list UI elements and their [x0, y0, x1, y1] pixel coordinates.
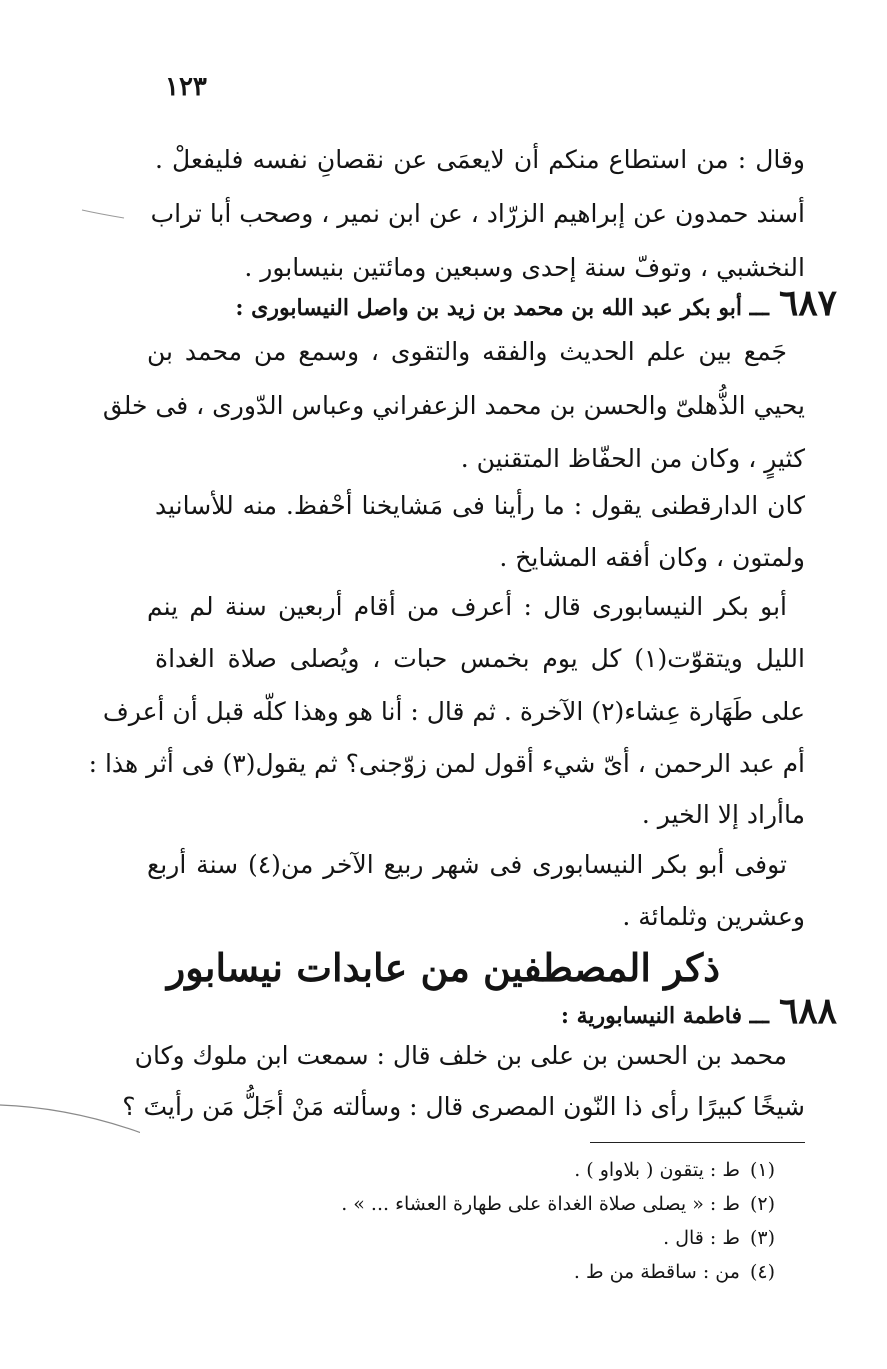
entry-heading-687	[147, 280, 837, 326]
text-line: أم عبد الرحمن ، أىّ شيء أقول لمن زوّجنى؟ ثم يقول(٣) فى أثر هذا :	[88, 749, 805, 778]
footnote-separator	[590, 1142, 805, 1143]
footnote	[155, 1255, 775, 1289]
entry-title: ـــ أبو بكر عبد الله بن محمد بن زيد بن واصل النيسابورى :	[235, 295, 769, 321]
scan-marks	[0, 200, 140, 1140]
text-line: ماأراد إلا الخير .	[641, 800, 805, 829]
footnote-number: (٣)	[749, 1227, 775, 1249]
entry-heading-688	[147, 988, 837, 1034]
text-line: وعشرين وثلمائة .	[622, 902, 805, 931]
text-line: الليل ويتقوّت(١) كل يوم بخمس حبات ، ويُصلى صلاة الغداة	[155, 644, 805, 673]
text-line: النخشبي ، وتوفّ سنة إحدى وسبعين ومائتين بنيسابور .	[244, 253, 805, 282]
entry-title: ـــ فاطمة النيسابورية :	[560, 1003, 769, 1029]
footnote-text: ط : « يصلى صلاة الغداة على طهارة العشاء ... » .	[341, 1193, 740, 1215]
entry-number: ٦٨٨	[778, 990, 837, 1032]
section-title: ذكر المصطفين من عابدات نيسابور	[166, 945, 721, 990]
text-line: كان الدارقطنى يقول : ما رأينا فى مَشايخنا أحْفظ. منه للأسانيد	[155, 491, 805, 520]
text-line: توفى أبو بكر النيسابورى فى شهر ربيع الآخر من(٤) سنة أربع	[147, 850, 787, 879]
page-number: ١٢٣	[165, 72, 207, 102]
text-line: أبو بكر النيسابورى قال : أعرف من أقام أربعين سنة لم ينم	[147, 592, 787, 621]
footnote-text: ط : يتقون ( بلاواو ) .	[574, 1159, 740, 1181]
text-line: شيخًا كبيرًا رأى ذا النّون المصرى قال : وسألته مَنْ أجَلُّ مَن رأيتَ ؟	[122, 1092, 805, 1121]
text-line: أسند حمدون عن إبراهيم الزرّاد ، عن ابن نمير ، وصحب أبا تراب	[150, 199, 805, 228]
footnote-number: (٤)	[749, 1261, 775, 1283]
text-line: على طَهَارة عِشاء(٢) الآخرة . ثم قال : أنا هو وهذا كلّه قبل أن أعرف	[102, 697, 805, 726]
text-line: ولمتون ، وكان أفقه المشايخ .	[499, 543, 805, 572]
footnote	[155, 1221, 775, 1255]
text-line: وقال : من استطاع منكم أن لايعمَى عن نقصانِ نفسه فليفعلْ .	[155, 145, 805, 174]
text-line: كثيرٍ ، وكان من الحفّاظ المتقنين .	[460, 444, 805, 473]
footnote-text: من : ساقطة من ط .	[573, 1261, 740, 1283]
text-line: محمد بن الحسن بن على بن خلف قال : سمعت ابن ملوك وكان	[134, 1041, 787, 1070]
footnote-number: (١)	[749, 1159, 775, 1181]
footnote	[155, 1187, 775, 1221]
text-line: يحيي الذُّهلىّ والحسن بن محمد الزعفراني وعباس الدّورى ، فى خلق	[102, 391, 805, 420]
entry-number: ٦٨٧	[778, 282, 837, 324]
footnote	[155, 1153, 775, 1187]
footnote-number: (٢)	[749, 1193, 775, 1215]
footnote-text: ط : قال .	[663, 1227, 740, 1249]
text-line: جَمع بين علم الحديث والفقه والتقوى ، وسمع من محمد بن	[147, 337, 787, 366]
